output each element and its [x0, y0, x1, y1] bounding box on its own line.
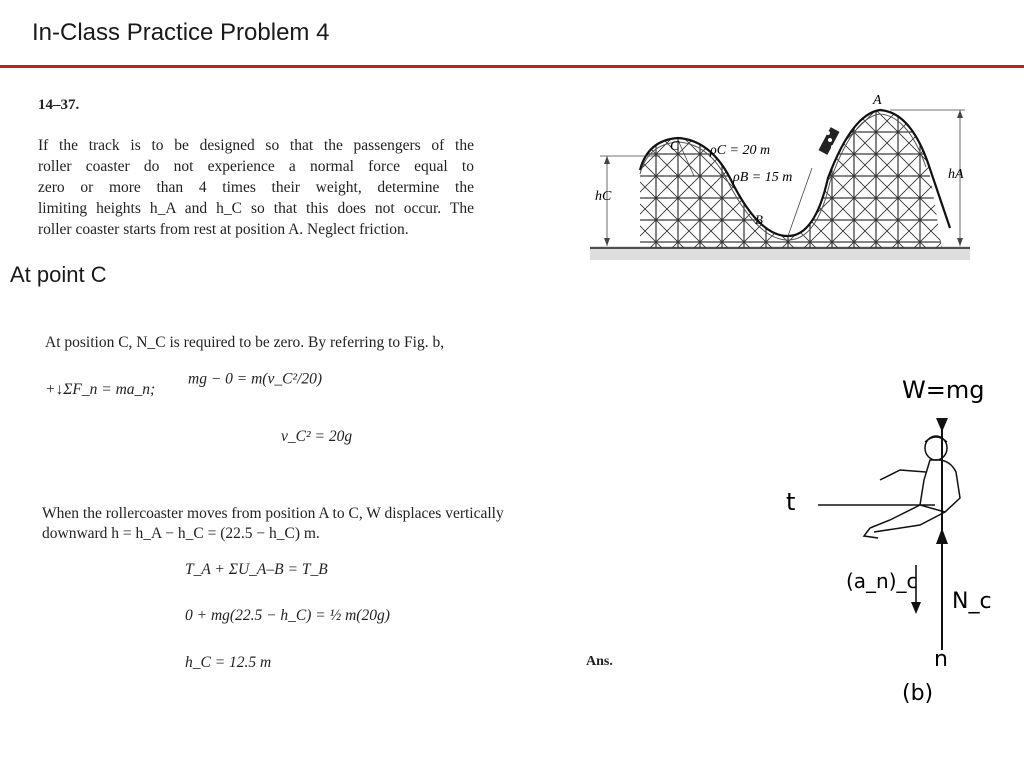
tangent-label: t: [786, 488, 796, 516]
acceleration-arrow-icon: [911, 602, 921, 614]
statement-line: If the track is to be designed so that the passengers of the: [38, 137, 474, 154]
section-heading: At point C: [10, 262, 107, 287]
passenger-sketch-icon: [864, 436, 960, 538]
equation-3: T_A + ΣU_A–B = T_B: [185, 561, 328, 578]
accel-label: (a_n)_c: [846, 569, 918, 593]
rho-c-label: ρC = 20 m: [710, 143, 771, 158]
free-body-diagram: [770, 360, 1010, 710]
label-b: B: [755, 212, 763, 227]
equation-2: v_C² = 20g: [281, 428, 353, 445]
title-divider: [0, 65, 1024, 68]
equation-1: [188, 370, 322, 388]
lattice-structure: [630, 88, 950, 248]
answer-marker: Ans.: [586, 654, 613, 669]
figure-b-label: (b): [902, 681, 934, 706]
n-label: n: [934, 647, 948, 672]
para2-line2: downward h = h_A − h_C = (22.5 − h_C) m.: [42, 525, 320, 542]
statement-line: zero or more than 4 times their weight, determine the: [38, 179, 474, 196]
equation-4: 0 + mg(22.5 − h_C) = ½ m(20g): [185, 607, 390, 624]
slide-title: In-Class Practice Problem 4: [32, 19, 330, 46]
roller-coaster-figure: [590, 88, 975, 263]
coaster-car-icon: [818, 127, 839, 155]
eq1-text: mg − 0 = m(v_C²/20): [188, 370, 323, 388]
equation-5: h_C = 12.5 m: [185, 654, 272, 671]
label-c: C: [670, 139, 680, 154]
statement-line: limiting heights h_A and h_C so that this does not occur. The: [38, 200, 474, 217]
problem-number: 14–37.: [38, 97, 80, 113]
problem-statement: [38, 135, 474, 240]
normal-force-arrow-icon: [936, 528, 948, 544]
weight-arrow-icon: [936, 418, 948, 432]
h-a-label: hA: [948, 167, 964, 182]
statement-line: roller coaster starts from rest at position A. Neglect friction.: [38, 221, 409, 238]
normal-label: N_c: [952, 589, 992, 614]
label-a: A: [873, 93, 882, 108]
para2-line1: When the rollercoaster moves from position A to C, W displaces vertically: [42, 505, 504, 522]
weight-label: W=mg: [902, 376, 985, 404]
eq1-label: +↓ΣF_n = ma_n;: [45, 381, 156, 398]
h-c-label: hC: [595, 189, 612, 204]
statement-line: roller coaster do not experience a normal force equal to: [38, 158, 474, 175]
solution-intro: At position C, N_C is required to be zero. By referring to Fig. b,: [45, 334, 445, 351]
rho-b-label: ρB = 15 m: [733, 170, 793, 185]
